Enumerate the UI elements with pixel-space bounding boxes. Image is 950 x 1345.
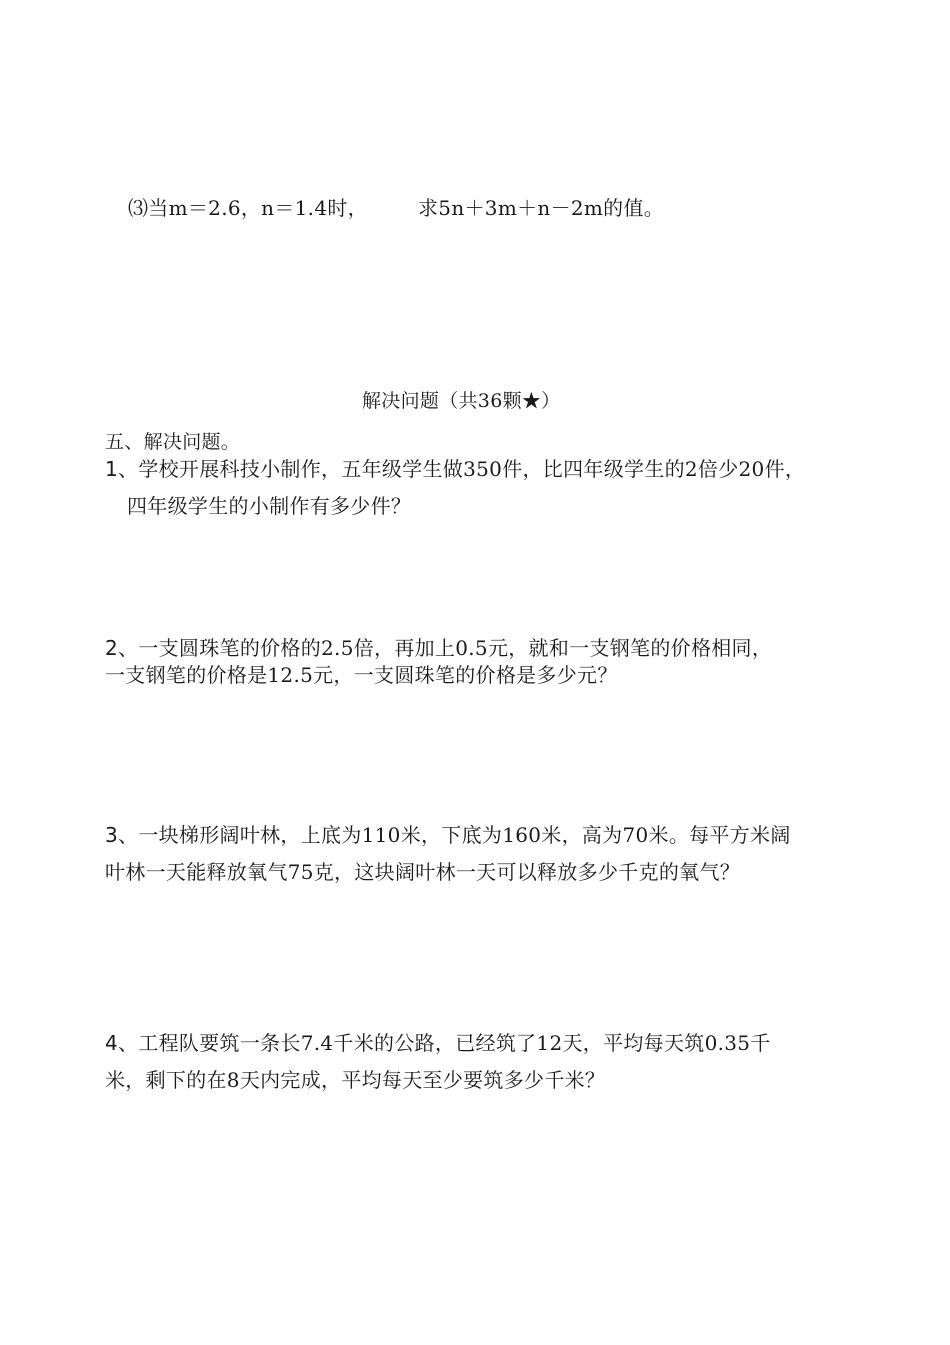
problem-2-line-1 [105,636,772,660]
problem-4-line-2: 米，剩下的在8天内完成，平均每天至少要筑多少千米？ [105,1068,606,1092]
problem-text: 工程队要筑一条长7.4千米的公路，已经筑了12天，平均每天筑0.35千 [138,1031,771,1055]
problem-2-line-2: 一支钢笔的价格是12.5元，一支圆珠笔的价格是多少元？ [105,663,618,687]
sub-question-task: 求5n＋3m＋n－2m的值。 [418,196,665,220]
problem-4-line-1 [105,1031,771,1055]
problem-number: 2、 [105,636,139,660]
problem-text: 一支圆珠笔的价格的2.5倍，再加上0.5元，就和一支钢笔的价格相同， [138,636,773,660]
section-heading: 解决问题（共36颗★） [362,390,561,412]
section-title: 五、解决问题。 [105,431,241,453]
problem-3-line-1 [105,823,791,847]
problem-text: 学校开展科技小制作，五年级学生做350件，比四年级学生的2倍少20件， [138,457,806,481]
problem-1-line-2: 四年级学生的小制作有多少件？ [127,494,412,518]
problem-3-line-2: 叶林一天能释放氧气75克，这块阔叶林一天可以释放多少千克的氧气？ [105,860,741,884]
problem-number: 1、 [105,457,139,481]
sub-question-condition: ⑶当m＝2.6，n＝1.4时， [128,196,368,220]
problem-1-line-1 [105,457,805,481]
problem-number: 3、 [105,823,139,847]
problem-number: 4、 [105,1031,139,1055]
problem-text: 一块梯形阔叶林，上底为110米，下底为160米，高为70米。每平方米阔 [138,823,791,847]
